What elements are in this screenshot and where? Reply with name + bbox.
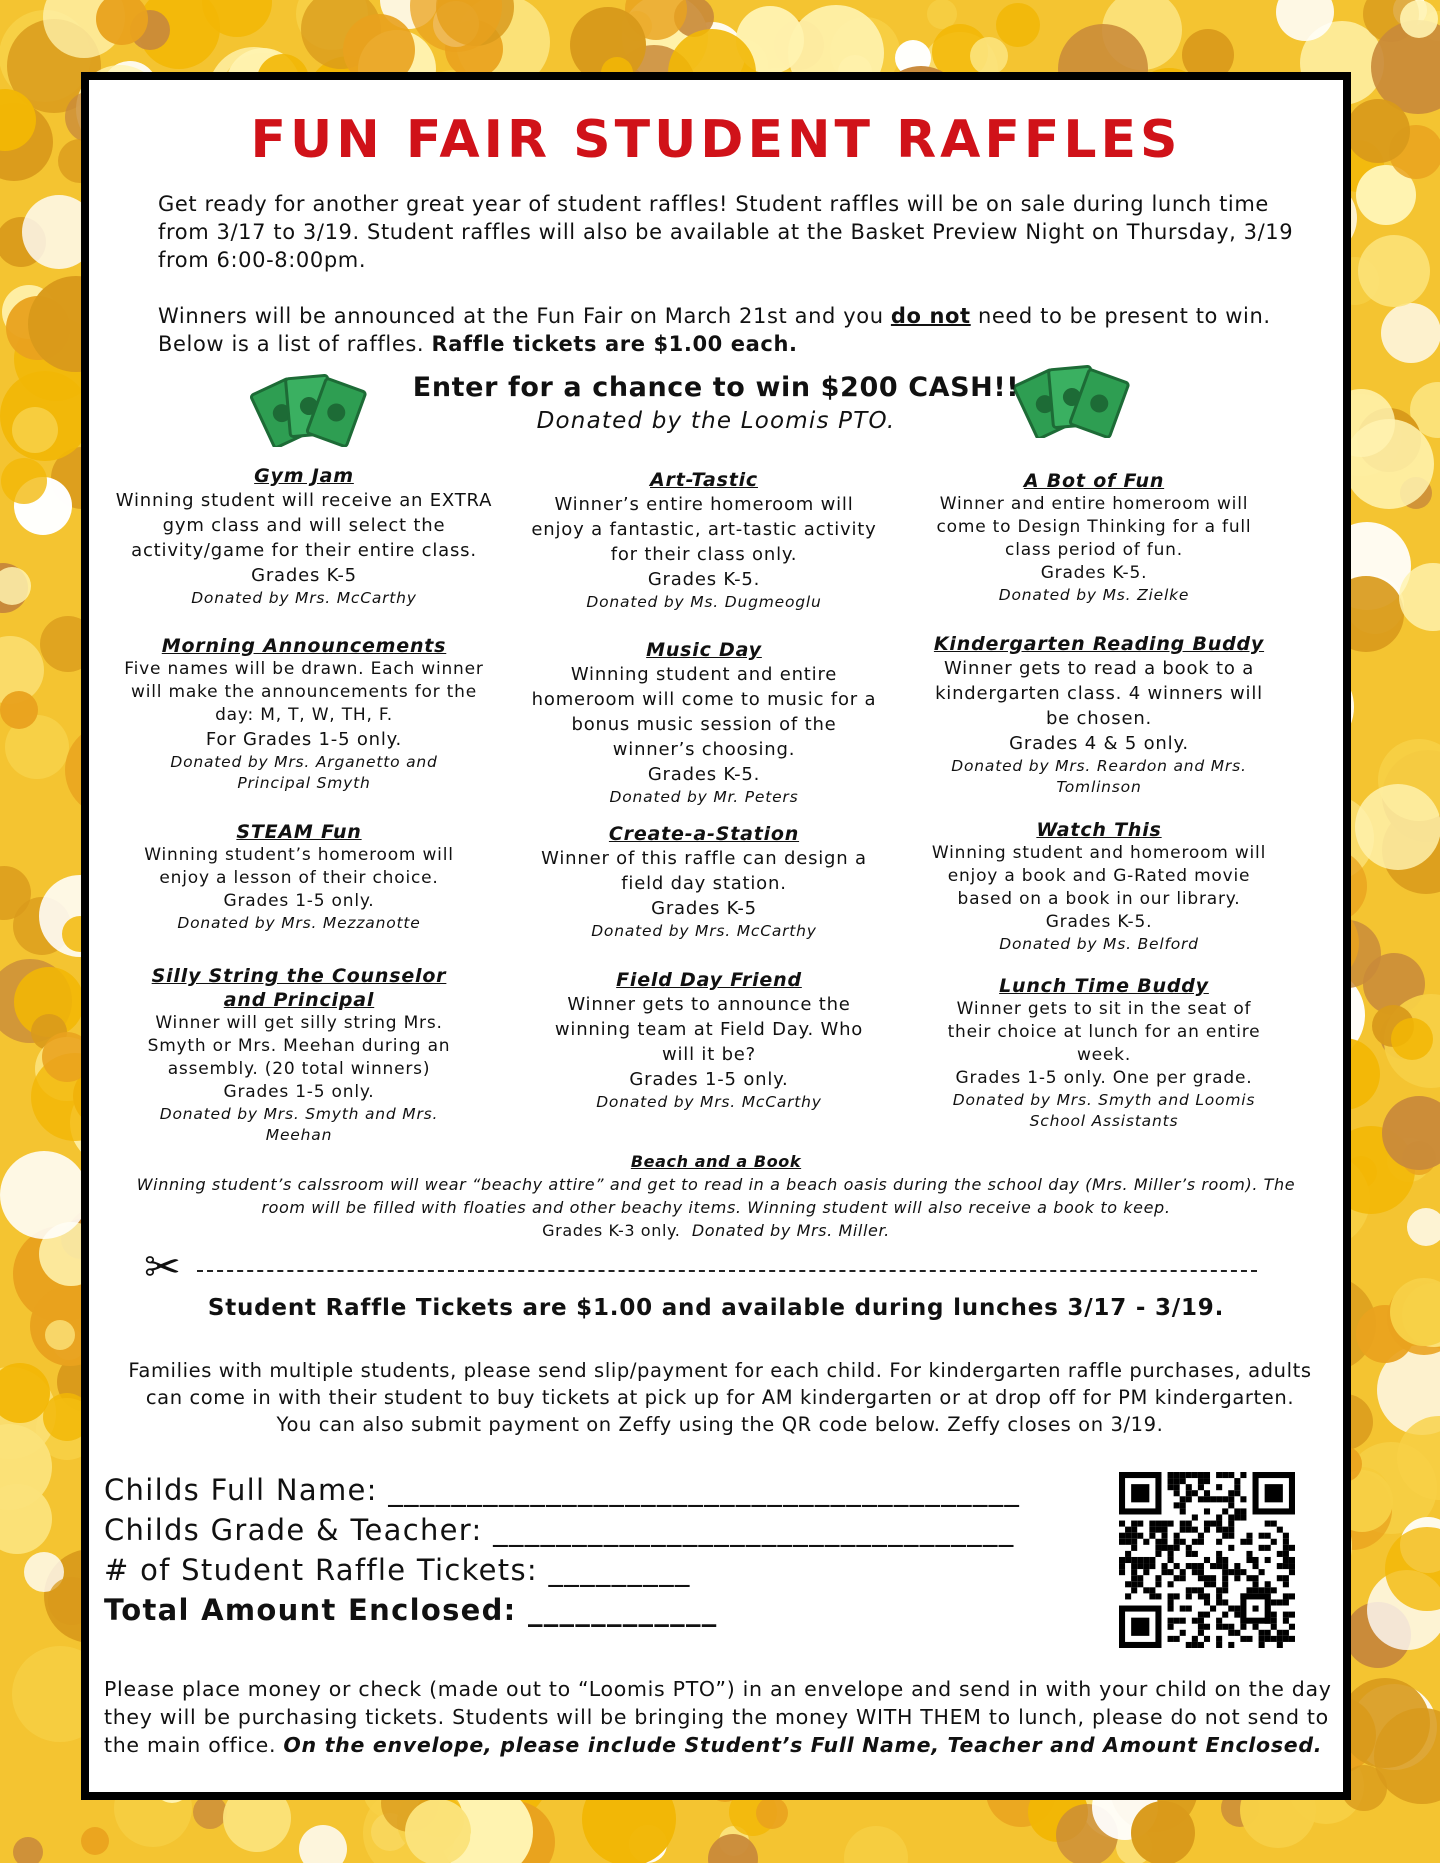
raffle-description: Winning student and entire homeroom will come to music for a bonus music session of the winner’s choosing. bbox=[531, 664, 877, 760]
confetti-dot bbox=[12, 407, 58, 453]
raffle-description: Winning student’s homeroom will enjoy a lesson of their choice. bbox=[144, 845, 454, 888]
ticket-sale-notice: Student Raffle Tickets are $1.00 and available during lunches 3/17 - 3/19. bbox=[207, 1295, 1225, 1321]
raffle-beach-and-a-book bbox=[119, 1150, 1313, 1242]
raffle-title: Music Day bbox=[646, 639, 762, 661]
raffle-description: Winner gets to announce the winning team at Field Day. Who will it be? bbox=[554, 994, 864, 1065]
raffle-title: Art-Tastic bbox=[650, 469, 758, 491]
raffle-music-day bbox=[529, 638, 879, 808]
raffle-grades: Grades K-5 bbox=[251, 565, 357, 586]
total-amount-field[interactable]: Total Amount Enclosed: ____________ bbox=[104, 1593, 718, 1627]
raffle-description: Winner gets to read a book to a kindergarten class. 4 winners will be chosen. bbox=[935, 658, 1263, 729]
cash-prize-donor: Donated by the Loomis PTO. bbox=[536, 408, 896, 434]
raffle-gym-jam bbox=[109, 464, 499, 609]
raffle-description: Five names will be drawn. Each winner will make the announcements for the day: M, T, W, TH, F. bbox=[124, 659, 484, 725]
flyer-panel bbox=[81, 72, 1351, 1800]
raffle-field-day-friend bbox=[539, 968, 879, 1113]
raffle-donor: Donated by Mrs. Smyth and Loomis School Assistants bbox=[952, 1091, 1256, 1130]
confetti-dot bbox=[470, 1822, 502, 1854]
confetti-dot bbox=[1358, 235, 1430, 307]
confetti-dot bbox=[996, 3, 1040, 47]
raffle-grades: For Grades 1-5 only. bbox=[205, 729, 403, 750]
confetti-dot bbox=[1346, 99, 1410, 163]
confetti-dot bbox=[0, 1151, 88, 1239]
raffle-title: STEAM Fun bbox=[236, 821, 362, 843]
raffle-grades: Grades 1-5 only. bbox=[223, 1082, 375, 1102]
do-not-emphasis: do not bbox=[890, 304, 971, 328]
raffle-grades: Grades K-5 bbox=[651, 898, 757, 919]
confetti-dot bbox=[45, 1320, 75, 1350]
raffle-title: A Bot of Fun bbox=[1023, 470, 1165, 492]
page-title: FUN FAIR STUDENT RAFFLES bbox=[250, 110, 1182, 170]
raffle-description: Winner will get silly string Mrs. Smyth or Mrs. Meehan during an assembly. (20 total winners) bbox=[147, 1013, 451, 1079]
intro-text bbox=[158, 190, 1298, 358]
confetti-dot bbox=[405, 1799, 471, 1863]
raffle-kindergarten-reading-buddy bbox=[924, 632, 1274, 798]
raffle-donor: Donated by Mrs. Mezzanotte bbox=[177, 914, 421, 932]
raffle-grades: Grades 1-5 only. bbox=[223, 891, 375, 911]
raffle-grades: Grades 1-5 only. bbox=[629, 1069, 789, 1090]
raffle-donor: Donated by Mrs. Reardon and Mrs. Tomlinson bbox=[951, 757, 1247, 796]
confetti-dot bbox=[970, 37, 1008, 75]
confetti-dot bbox=[0, 691, 38, 729]
raffle-description: Winning student will receive an EXTRA gym class and will select the activity/game for their entire class. bbox=[115, 490, 493, 561]
raffle-grades-donor: Grades K-3 only. Donated by Mrs. Miller. bbox=[542, 1221, 890, 1240]
raffle-title: Field Day Friend bbox=[616, 969, 802, 991]
raffle-title: Morning Announcements bbox=[161, 635, 447, 657]
cash-prize-headline: Enter for a chance to win $200 CASH!! bbox=[412, 372, 1020, 403]
raffle-description: Winning student’s calssroom will wear “beachy attire” and get to read in a beach oasis during the school day (Mrs. Miller’s room). The room will be filled with floaties and other beachy items. Winning student will also receive a book to keep. bbox=[136, 1175, 1296, 1217]
raffle-grades: Grades K-5. bbox=[1040, 563, 1148, 583]
raffle-donor: Donated by Mrs. McCarthy bbox=[191, 589, 417, 607]
raffle-grades: Grades K-5. bbox=[647, 569, 761, 590]
confetti-dot bbox=[1131, 1801, 1195, 1863]
cut-line bbox=[197, 1270, 1257, 1272]
raffle-grades: Grades K-5. bbox=[1045, 912, 1153, 932]
raffle-donor: Donated by Mrs. McCarthy bbox=[596, 1093, 822, 1111]
raffle-steam-fun bbox=[124, 820, 474, 934]
raffle-grades: Grades 1-5 only. One per grade. bbox=[955, 1068, 1253, 1088]
raffle-morning-announcements bbox=[119, 634, 489, 794]
families-instructions: Families with multiple students, please send slip/payment for each child. For kindergarten raffle purchases, adults can come in with their student to buy tickets at pick up for AM kindergarten or at drop off for PM kindergarten. You can also submit payment on Zeffy using the QR code below. Zeffy closes on 3/19. bbox=[128, 1359, 1312, 1436]
raffle-description: Winning student and homeroom will enjoy a book and G-Rated movie based on a book in our library. bbox=[931, 843, 1267, 909]
raffle-donor: Donated by Ms. Dugmeoglu bbox=[586, 593, 822, 611]
qr-code-icon[interactable] bbox=[1119, 1472, 1295, 1648]
confetti-dot bbox=[1381, 303, 1440, 363]
raffle-donor: Donated by Mrs. McCarthy bbox=[591, 922, 817, 940]
confetti-dot bbox=[1340, 1678, 1430, 1768]
raffle-donor: Donated by Mrs. Smyth and Mrs. Meehan bbox=[159, 1105, 439, 1144]
raffle-title: Watch This bbox=[1036, 819, 1162, 841]
confetti-dot bbox=[927, 0, 957, 29]
intro-paragraph-2: Winners will be announced at the Fun Fair on March 21st and you do not need to be present to win. Below is a list of raffles. Raffle tickets are $1.00 each. bbox=[158, 304, 1271, 356]
ticket-price-note: Raffle tickets are $1.00 each. bbox=[431, 332, 798, 356]
confetti-dot bbox=[756, 1797, 788, 1829]
raffle-grades: Grades 4 & 5 only. bbox=[1009, 733, 1189, 754]
raffle-description: Winner’s entire homeroom will enjoy a fantastic, art-tastic activity for their class only. bbox=[531, 494, 877, 565]
raffle-donor: Donated by Ms. Zielke bbox=[998, 586, 1190, 604]
confetti-dot bbox=[1400, 0, 1438, 38]
ticket-count-field[interactable]: # of Student Raffle Tickets: _________ bbox=[104, 1553, 691, 1587]
raffle-lunch-time-buddy bbox=[939, 974, 1269, 1132]
scissors-icon: ✂ bbox=[144, 1242, 181, 1293]
raffle-create-a-station bbox=[529, 822, 879, 942]
raffle-watch-this bbox=[919, 818, 1279, 955]
confetti-dot bbox=[81, 1827, 109, 1855]
raffle-grades: Grades K-5. bbox=[647, 764, 761, 785]
child-name-field[interactable]: Childs Full Name: ________________________________________ bbox=[104, 1473, 1021, 1507]
order-form bbox=[104, 1470, 1020, 1630]
raffle-title: Silly String the Counselor and Principal bbox=[151, 965, 447, 1011]
raffle-description: Winner and entire homeroom will come to Design Thinking for a full class period of fun. bbox=[936, 494, 1252, 560]
payment-instructions: Please place money or check (made out to “Loomis PTO”) in an envelope and send in with your child on the day they will be purchasing tickets. Students will be bringing the money WITH THEM to lunch, please do not send to the main office. On the envelope, please include Student’s Full Name, Teacher and Amount Enclosed. bbox=[104, 1677, 1332, 1757]
confetti-dot bbox=[193, 1795, 227, 1829]
raffle-title: Beach and a Book bbox=[630, 1152, 802, 1171]
envelope-instructions: On the envelope, please include Student’s Full Name, Teacher and Amount Enclosed. bbox=[283, 1733, 1323, 1757]
child-grade-teacher-field[interactable]: Childs Grade & Teacher: _________________________________ bbox=[104, 1513, 1015, 1547]
raffle-donor: Donated by Mr. Peters bbox=[609, 788, 799, 806]
raffle-art-tastic bbox=[529, 468, 879, 613]
raffle-title: Gym Jam bbox=[254, 465, 354, 487]
raffle-donor: Donated by Mrs. Arganetto and Principal Smyth bbox=[170, 753, 438, 792]
raffle-title: Lunch Time Buddy bbox=[999, 975, 1209, 997]
confetti-dot bbox=[1391, 1018, 1433, 1060]
raffle-title: Create-a-Station bbox=[608, 823, 800, 845]
raffle-a-bot-of-fun bbox=[929, 469, 1259, 606]
raffle-silly-string bbox=[129, 964, 469, 1146]
raffle-title: Kindergarten Reading Buddy bbox=[933, 633, 1265, 655]
raffle-description: Winner of this raffle can design a field day station. bbox=[541, 848, 867, 894]
confetti-dot bbox=[1355, 784, 1440, 870]
confetti-dot bbox=[1, 458, 47, 504]
raffle-description: Winner gets to sit in the seat of their choice at lunch for an entire week. bbox=[947, 999, 1261, 1065]
intro-paragraph-1: Get ready for another great year of student raffles! Student raffles will be on sale during lunch time from 3/17 to 3/19. Student raffles will also be available at the Basket Preview Night on Thursday, 3/19 from 6:00-8:00pm. bbox=[158, 192, 1294, 272]
raffle-donor: Donated by Ms. Belford bbox=[999, 935, 1199, 953]
